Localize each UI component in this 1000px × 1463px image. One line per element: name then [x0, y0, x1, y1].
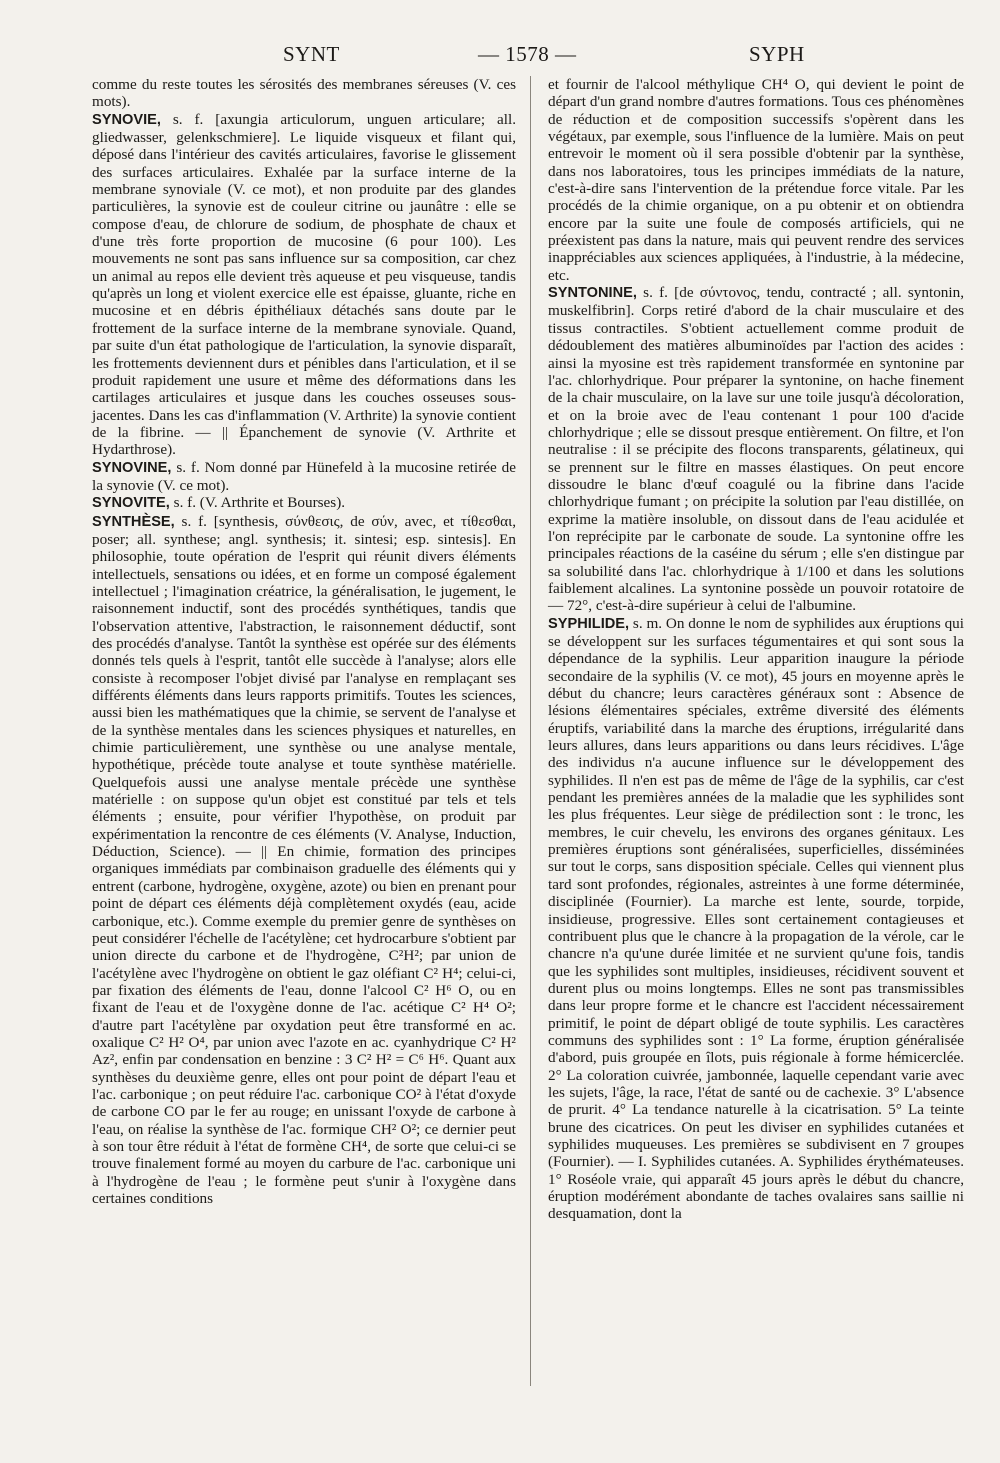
entry-text: s. f. [axungia articulorum, unguen articulare; all. gliedwasser, gelenkschmiere]. Le liquide visqueux et filant qui, déposé dans l'intérieur des cavités articulaires, favorise le glissement des surfaces articulaires. Exhalée par la surface interne de la membrane synoviale (V. ce mot), et non produite par des glandes particulières, la synovie est de couleur citrine ou jaunâtre : elle se compose d'eau, de chlorure de sodium, de phosphate de chaux et d'une très forte proportion de mucosine (6 pour 100). Les mouvements ne sont pas sans influence sur sa composition, car chez un animal au repos elle devient très aqueuse et peu visqueuse, tandis qu'après un long et violent exercice elle est épaisse, gluante, riche en mucosine et en débris épithéliaux détachés sans doute par le frottement de la surface interne de la membrane synoviale. Quand, par suite d'un état pathologique de l'articulation, la synovie disparaît, les frottements deviennent durs et pénibles dans l'articulation, et il se produit rapidement une usure et même des déformations dans les cartilages articulaires et jusque dans les couches osseuses sous-jacentes. Dans les cas d'inflammation (V. Arthrite) la synovie contient de la fibrine. — || Épanchement de synovie (V. Arthrite et Hydarthrose).: [92, 110, 516, 459]
continuation-paragraph: [92, 76, 516, 111]
headword: SYNOVITE,: [92, 495, 170, 512]
header-right-guideword: SYPH: [749, 42, 805, 66]
headword: SYNOVINE,: [92, 459, 172, 476]
entry-syphilide: [548, 615, 964, 1223]
column-divider: [530, 76, 531, 1386]
left-column: [92, 76, 516, 1207]
entry-text: s. f. Nom donné par Hünefeld à la mucosine retirée de la synovie (V. ce mot).: [92, 458, 516, 494]
entry-text: s. f. [synthesis, σύνθεσις, de σύν, avec, et τίθεσθαι, poser; all. synthese; angl. synthesis; it. sintesi; esp. sintesis]. En philosophie, toute opération de l'esprit qui réunit divers éléments intellectuels, sensations ou idées, et en forme un composé également intellectuel ; l'imagination créatrice, la généralisation, le jugement, le raisonnement inductif, sont des procédés synthétiques, tandis que l'observation attentive, l'abstraction, le raisonnement déductif, sont des procédés d'analyse. Tantôt la synthèse est opérée sur des éléments donnés tels quels à l'esprit, tantôt elle succède à l'analyse; alors elle consiste à recomposer l'objet divisé par l'analyse en remplaçant ses différents éléments dans leurs rapports primitifs. Toutes les sciences, aussi bien les mathématiques que la chimie, se servent de l'analyse et de la synthèse mentales dans les sciences physiques et naturelles, en chimie particulièrement, une synthèse ou une analyse mentale, hypothétique, précède toute analyse et toute synthèse matérielle. Quelquefois aussi une analyse mentale précède une synthèse matérielle : on suppose qu'un objet est constitué par tels et tels éléments ; ensuite, pour vérifier l'hypothèse, on produit par expérimentation la rencontre de ces éléments (V. Analyse, Induction, Déduction, Science). — || En chimie, formation des principes organiques immédiats par combinaison graduelle des éléments qui y entrent (carbone, hydrogène, oxygène, azote) ou bien en prenant pour point de départ ces éléments déjà complètement oxydés (eau, acide carbonique, etc.). Comme exemple du premier genre de synthèses on peut considérer l'échelle de l'acétylène; cet hydrocarbure s'obtient par union directe du carbone et de l'hydrogène, C²H²; par union de l'acétylène avec l'hydrogène on obtient le gaz oléfiant C² H⁴; celui-ci, par fixation des éléments de l'eau, donne l'alcool C² H⁶ O, ou en fixant de l'eau et de l'oxygène donne de l'ac. acétique C² H⁴ O²; d'autre part l'acétylène par oxydation peut être transformé en ac. oxalique C² H² O⁴, par union avec l'azote en ac. cyanhydrique C² H² Az², enfin par condensation en benzine : 3 C² H² = C⁶ H⁶. Quant aux synthèses du deuxième genre, elles ont pour point de départ l'eau et l'ac. carbonique ; on peut réduire l'ac. carbonique CO² à l'état d'oxyde de carbone CO par le fer au rouge; en unissant l'oxyde de carbone à l'eau, on réalise la synthèse de l'ac. formique CH² O²; ce dernier peut à son tour être réduit à l'état de formène CH⁴, de sorte que celui-ci se trouve finalement formé au moyen du carbure de l'ac. carbonique uni à l'hydrogène de l'eau ; le formène peut s'unir à l'oxygène dans certaines conditions: [92, 512, 516, 1207]
entry-synovine: [92, 459, 516, 495]
headword: SYNOVIE,: [92, 111, 161, 128]
entry-synovite: [92, 494, 516, 512]
running-header: [0, 42, 1000, 72]
entry-text: s. f. [de σύντονος, tendu, contracté ; all. syntonin, muskelfibrin]. Corps retiré d'abord de la chair musculaire et des tissus contractiles. S'obtient actuellement comme produit de dédoublement des matières albuminoïdes par l'action des acides : ainsi la myosine est très rapidement transformée en syntonine par l'ac. chlorhydrique. Pour préparer la syntonine, on hache finement de la chair musculaire, on la lave sur une toile jusqu'à décoloration, et on la broie avec de l'eau contenant 1 pour 100 d'acide chlorhydrique ; elle se dissout presque entièrement. On filtre, et l'on neutralise : il se précipite des flocons transparents, gélatineux, qui se prennent sur le filtre en masses élastiques. On peut encore dissoudre le blanc d'œuf coagulé ou la fibrine dans l'acide chlorhydrique fumant ; on précipite la solution par l'eau distillée, on exprime la matière insoluble, on dissout dans de l'eau acidulée et l'on reprécipite par le carbonate de soude. La syntonine offre les principales réactions de la caséine du sérum ; elle s'en distingue par sa solubilité dans l'ac. chlorhydrique à 1/100 et dans les solutions faiblement alcalines. La syntonine possède un pouvoir rotatoire de — 72°, c'est-à-dire supérieur à celui de l'albumine.: [548, 284, 964, 615]
headword: SYPHILIDE,: [548, 615, 630, 632]
entry-synthese: [92, 513, 516, 1208]
headword: SYNTHÈSE,: [92, 513, 175, 530]
continuation-paragraph: [548, 76, 964, 284]
entry-text: s. m. On donne le nom de syphilides aux éruptions qui se développent sur les surfaces tégumentaires et qui sont sous la dépendance de la syphilis. Leur apparition inaugure la période secondaire de la syphilis (V. ce mot), 45 jours en moyenne après le début du chancre; leurs caractères généraux sont : Absence de lésions élémentaires spéciales, extrême diversité des éléments éruptifs, variabilité dans la marche des éruptions, irrégularité dans leurs allures, dans leurs apparitions ou dans leurs récidives. L'âge des individus n'a aucune influence sur le développement des syphilides. Il n'en est pas de même de l'âge de la syphilis, car c'est pendant les premières années de la maladie que les syphilides sont les plus fréquentes. Leur siège de prédilection sont : le tronc, les membres, le cuir chevelu, les environs des organes génitaux. Les premières éruptions sont généralisées, superficielles, disséminées sur tout le corps, sans disposition spéciale. Celles qui viennent plus tard sont profondes, régionales, astreintes à une forme déterminée, disciplinée (Fournier). La marche est lente, sourde, torpide, insidieuse, progressive. Elles sont certainement contagieuses et contribuent plus que le chancre à la propagation de la vérole, car le chancre n'a qu'une durée limitée et ne survient qu'une fois, tandis que les syphilides sont multiples, insidieuses, récidivent souvent et durent plus ou moins longtemps. Elles ne sont pas transmissibles dans leur propre forme et le chancre est l'accident nécessairement primitif, le point de départ obligé de toute syphilis. Les caractères communs des syphilides sont : 1° La forme, éruption généralisée d'abord, puis groupée en îlots, puis régionale à forme hémicerclée. 2° La coloration cuivrée, jambonnée, laquelle cependant varie avec les sujets, l'âge, la race, l'état de santé ou de cachexie. 3° L'absence de prurit. 4° La tendance naturelle à la cicatrisation. 5° La teinte brune des cicatrices. On peut les diviser en syphilides cutanées et syphilides muqueuses. Les premières se subdivisent en 7 groupes (Fournier). — I. Syphilides cutanées. A. Syphilides érythémateuses. 1° Roséole vraie, qui apparaît 45 jours après le début du chancre, éruption modérément abondante de taches ovalaires sans saillie ni desquamation, dont la: [548, 614, 964, 1223]
entry-text: s. f. (V. Arthrite et Bourses).: [169, 494, 346, 512]
headword: SYNTONINE,: [548, 285, 637, 302]
entry-synovie: [92, 111, 516, 459]
header-left-guideword: SYNT: [283, 42, 340, 66]
entry-syntonine: [548, 284, 964, 615]
entry-text: comme du reste toutes les sérosités des membranes séreuses (V. ces mots).: [92, 76, 516, 111]
right-column: [548, 76, 964, 1223]
entry-text: et fournir de l'alcool méthylique CH⁴ O, qui devient le point de départ d'un grand nombre d'autres formations. Tous ces phénomènes de réduction et de composition successifs s'opèrent dans les végétaux, par exemple, sous l'influence de la lumière. Mais on peut entrevoir le moment où il sera possible d'obtenir par la synthèse, dans nos laboratoires, tous les principes immédiats de la nature, c'est-à-dire sans l'intervention de la prétendue force vitale. Par les procédés de la chimie organique, on a pu obtenir et on obtiendra encore par la suite une foule de composés artificiels, qui ne préexistent pas dans la nature, mais qui peuvent rendre des services inappréciables aux sciences appliquées, à l'industrie, à la médecine, etc.: [548, 76, 964, 284]
page-number: — 1578 —: [478, 42, 577, 66]
